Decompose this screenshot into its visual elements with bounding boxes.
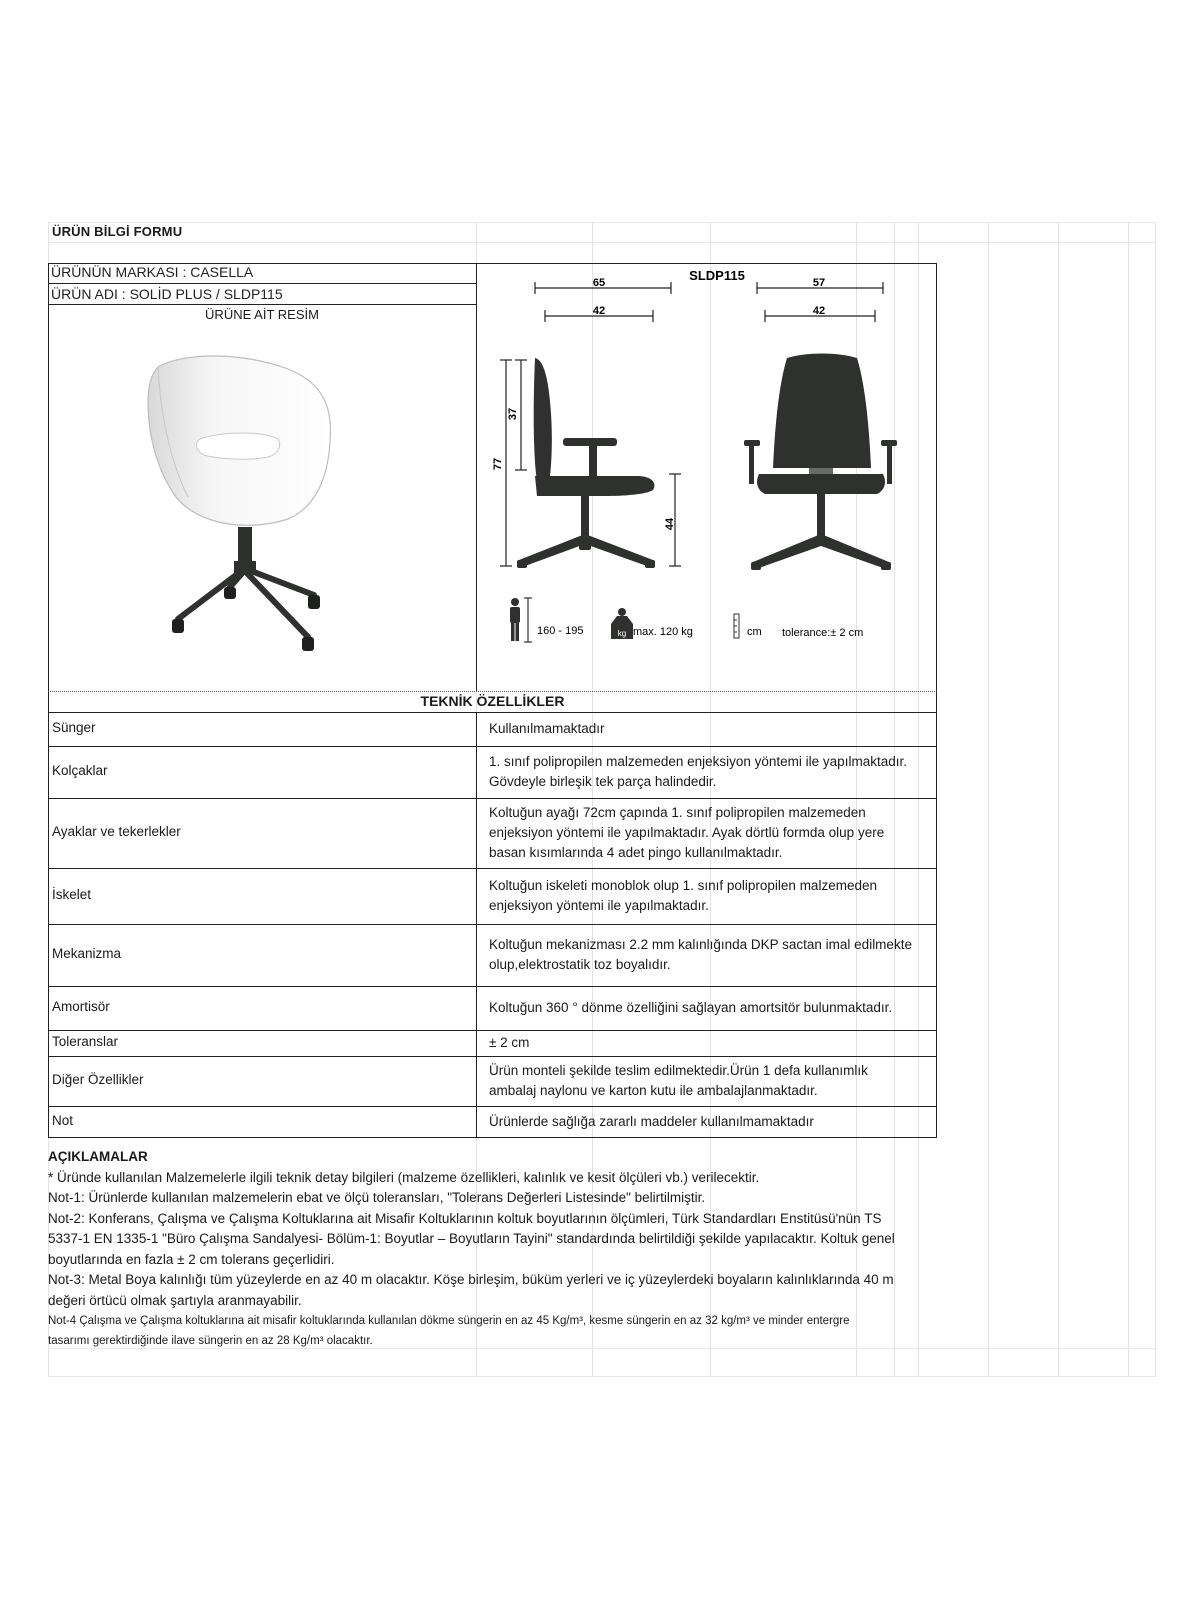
spec-value-line: enjeksiyon yöntemi ile yapılmaktadır.	[489, 898, 709, 913]
row-divider	[48, 304, 476, 305]
notes-section	[48, 1147, 948, 1351]
dim-front-width: 57	[812, 277, 826, 289]
spec-value-line: Ürün monteli şekilde teslim edilmektedir.Ürün 1 defa kullanımlık	[489, 1063, 868, 1078]
note-line: Not-1: Ürünlerde kullanılan malzemelerin ebat ve ölçü toleransları, "Tolerans Değerleri Listesinde" belirtilmiştir.	[48, 1190, 706, 1205]
note-line: Not-3: Metal Boya kalınlığı tüm yüzeylerde en az 40 m olacaktır. Köşe birleşim, büküm yerleri ve iç yüzeylerdeki boyaların kalınlıklarında 40 m	[48, 1272, 894, 1287]
spec-label: Mekanizma	[52, 946, 122, 961]
row-divider	[48, 798, 937, 799]
height-range-text: 160 - 195	[537, 625, 584, 637]
grid-column-line	[1155, 222, 1156, 1377]
row-divider	[48, 986, 937, 987]
grid-row-line	[48, 242, 1156, 243]
front-view-chair	[744, 354, 897, 571]
grid-column-line	[988, 222, 989, 1377]
note-small-line: Not-4 Çalışma ve Çalışma koltuklarına ait misafir koltuklarında kullanılan dökme süngerin en az 45 Kg/m³, kesme süngerin en az 32 kg/m³ ve minder entergre	[48, 1315, 850, 1327]
grid-row-line	[48, 222, 1156, 223]
spec-value-line: basan kısımlarında 4 adet pingo kullanılmaktadır.	[489, 845, 783, 860]
column-divider	[476, 712, 477, 1138]
spec-value-line: olup,elektrostatik toz boyalıdır.	[489, 957, 671, 972]
form-title: ÜRÜN BİLGİ FORMU	[52, 224, 183, 239]
grid-row-line	[48, 1376, 1156, 1377]
note-line: Not-2: Konferans, Çalışma ve Çalışma Koltuklarına ait Misafir Koltuklarının koltuk boyutlarının ölçümleri, Türk Standardları Enstitüsü'nün TS	[48, 1210, 882, 1226]
grid-column-line	[1128, 222, 1129, 1377]
spec-label: Sünger	[52, 720, 96, 735]
max-weight-text: max. 120 kg	[633, 626, 693, 638]
brand-cell: ÜRÜNÜN MARKASI : CASELLA	[51, 264, 254, 280]
spec-value-line: Koltuğun iskeleti monoblok olup 1. sınıf polipropilen malzemeden	[489, 878, 877, 893]
row-divider	[48, 924, 937, 925]
image-caption: ÜRÜNE AİT RESİM	[205, 307, 319, 322]
spec-value-line: Koltuğun mekanizması 2.2 mm kalınlığında DKP sactan imal edilmekte	[489, 937, 912, 952]
row-divider	[48, 1030, 937, 1031]
spec-value	[489, 935, 933, 975]
dotted-divider	[48, 691, 937, 692]
spec-value-line: 1. sınıf polipropilen malzemeden enjeksiyon yöntemi ile yapılmaktadır.	[489, 754, 907, 769]
row-divider	[48, 746, 937, 747]
spec-value	[489, 1061, 933, 1101]
ruler-icon	[734, 614, 739, 638]
spec-value	[489, 1112, 933, 1132]
spec-label: Not	[52, 1113, 74, 1128]
spec-value	[489, 719, 933, 739]
weight-icon	[611, 608, 633, 639]
product-name-cell: ÜRÜN ADI : SOLİD PLUS / SLDP115	[51, 286, 283, 302]
tolerance-text: tolerance:± 2 cm	[782, 627, 864, 639]
model-code: SLDP115	[689, 268, 745, 283]
spec-value-line: ambalaj naylonu ve karton kutu ile ambalajlanmaktadır.	[489, 1083, 818, 1098]
kg-icon-label: kg	[617, 629, 627, 638]
grid-column-line	[1058, 222, 1059, 1377]
spec-label: Amortisör	[52, 999, 110, 1014]
dim-side-depth: 65	[592, 277, 606, 289]
spec-value	[489, 1033, 933, 1053]
spreadsheet-sheet	[48, 222, 1156, 1377]
spec-value-line: Koltuğun ayağı 72cm çapında 1. sınıf polipropilen malzemeden	[489, 805, 866, 820]
spec-label: Toleranslar	[52, 1034, 119, 1049]
notes-title: AÇIKLAMALAR	[48, 1149, 148, 1164]
note-line: boyutlarında en fazla ± 2 cm tolerans geçerlidiri.	[48, 1251, 335, 1267]
spec-label: İskelet	[52, 887, 92, 902]
spec-value-line: Ürünlerde sağlığa zararlı maddeler kullanılmamaktadır	[489, 1114, 814, 1129]
row-divider	[48, 868, 937, 869]
dim-side-seat-depth: 42	[592, 305, 606, 317]
person-height-icon	[510, 598, 532, 642]
spec-value	[489, 752, 933, 792]
note-line: 5337-1 EN 1335-1 "Büro Çalışma Sandalyesi- Bölüm-1: Boyutlar – Boyutların Tayini" standardında belirtildiği şekilde yapılacaktır. Koltuk genel	[48, 1231, 895, 1246]
spec-value-line: enjeksiyon yöntemi ile yapılmaktadır. Ayak dörtlü formda olup yere	[489, 825, 885, 840]
note-small-line: tasarımı gerektirdiğinde ilave süngerin en az 28 Kg/m³ olacaktır.	[48, 1335, 373, 1347]
dim-seat-height: 44	[664, 517, 676, 531]
side-view-chair	[517, 358, 655, 568]
dim-back-height: 37	[507, 407, 519, 421]
spec-value-line: ± 2 cm	[489, 1035, 530, 1050]
row-divider	[48, 712, 937, 713]
spec-value-line: Gövdeyle birleşik tek parça halindedir.	[489, 774, 717, 789]
row-divider	[48, 1106, 937, 1107]
spec-label: Ayaklar ve tekerlekler	[52, 824, 181, 839]
note-line: değeri örtücü olmak şartıyla aranmayabilir.	[48, 1292, 302, 1308]
spec-label: Kolçaklar	[52, 763, 108, 778]
spec-value	[489, 803, 933, 863]
note-line: * Üründe kullanılan Malzemelerle ilgili teknik detay bilgileri (malzeme özellikleri, kalınlık ve kesit ölçüleri vb.) verilecektir.	[48, 1169, 760, 1185]
spec-value	[489, 876, 933, 916]
notes-small-lines	[48, 1311, 948, 1351]
spec-value-line: Koltuğun 360 ° dönme özelliğini sağlayan amortsitör bulunmaktadır.	[489, 1000, 893, 1015]
row-divider	[48, 1056, 937, 1057]
specs-title: TEKNİK ÖZELLİKLER	[420, 693, 565, 709]
spec-value	[489, 998, 933, 1018]
product-photo	[138, 347, 368, 657]
spec-value-line: Kullanılmamaktadır	[489, 721, 605, 736]
row-divider	[48, 283, 476, 284]
spec-label: Diğer Özellikler	[52, 1072, 144, 1087]
dim-total-height: 77	[492, 457, 504, 471]
dim-front-seat-width: 42	[812, 305, 826, 317]
notes-lines	[48, 1168, 948, 1312]
unit-text: cm	[747, 626, 762, 638]
technical-drawing	[477, 264, 936, 684]
